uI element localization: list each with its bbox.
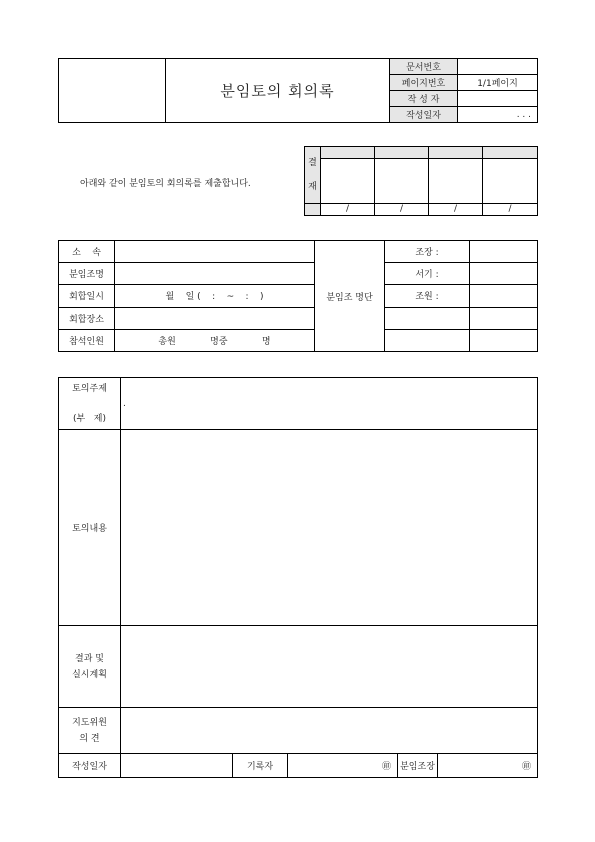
approval-sign-cell[interactable] [429,159,483,204]
approval-title-cell[interactable] [429,147,483,159]
role-extra [385,307,470,329]
role-member: 조원 : [385,285,470,307]
role-leader-value[interactable] [470,241,538,263]
approval-date-cell[interactable]: / [375,203,429,215]
meeting-place-value[interactable] [115,307,315,329]
approval-sign-cell[interactable] [483,159,538,204]
recorder-seal-icon[interactable]: ㊞ [288,754,398,778]
subtitle-label: (부 제) [73,414,106,424]
result-label: 결과 및 실시계획 [59,626,121,708]
approval-title-cell[interactable] [483,147,538,159]
role-secretary: 서기 : [385,263,470,285]
role-member-value[interactable] [470,285,538,307]
topic-label: 토의주제 [72,384,107,394]
logo-box [59,59,166,123]
header-table [58,58,538,123]
group-leader-seal-icon[interactable]: ㊞ [438,754,538,778]
footer-date-label: 작성일자 [59,754,121,778]
approval-title-cell[interactable] [321,147,375,159]
approval-date-cell[interactable]: / [429,203,483,215]
topic-label-cell [59,378,121,430]
doc-number-value[interactable] [458,59,538,75]
approval-date-cell[interactable]: / [483,203,538,215]
result-value[interactable] [121,626,538,708]
content-value[interactable] [121,430,538,626]
approval-sign-cell[interactable] [321,159,375,204]
author-value[interactable] [458,91,538,107]
discussion-table [58,377,538,778]
attendees-label: 참석인원 [59,329,115,351]
approval-side-bottom: 재 [308,181,317,192]
group-name-label: 분임조명 [59,263,115,285]
meeting-info-table [58,240,538,352]
page-number-value[interactable]: 1/1페이지 [458,75,538,91]
meeting-place-label: 회합장소 [59,307,115,329]
approval-side-blank [305,203,321,215]
roster-label: 분임조 명단 [315,241,385,352]
attendees-value[interactable]: 총원 명중 명 [115,329,315,351]
approval-title-cell[interactable] [375,147,429,159]
affiliation-label: 소 속 [59,241,115,263]
created-date-label: 작성일자 [390,107,458,123]
approval-sign-cell[interactable] [375,159,429,204]
role-extra-value[interactable] [470,307,538,329]
footer-date-value[interactable] [121,754,233,778]
content-label: 토의내용 [59,430,121,626]
doc-number-label: 문서번호 [390,59,458,75]
approval-table [304,146,538,216]
role-leader: 조장 : [385,241,470,263]
document-title: 분임토의 회의록 [166,59,390,123]
topic-value[interactable]: . [121,378,538,430]
author-label: 작 성 자 [390,91,458,107]
group-name-value[interactable] [115,263,315,285]
meeting-datetime-label: 회합일시 [59,285,115,307]
meeting-datetime-value[interactable]: 월 일 ( : ~ : ) [115,285,315,307]
affiliation-value[interactable] [115,241,315,263]
approval-side-label [305,147,321,204]
created-date-value[interactable]: . . . [458,107,538,123]
advisor-label: 지도위원 의 견 [59,708,121,754]
role-extra-value[interactable] [470,329,538,351]
approval-date-cell[interactable]: / [321,203,375,215]
page-number-label: 페이지번호 [390,75,458,91]
recorder-label: 기록자 [233,754,288,778]
group-leader-label: 분임조장 [398,754,438,778]
advisor-value[interactable] [121,708,538,754]
role-extra [385,329,470,351]
submission-notice: 아래와 같이 분임토의 회의록를 제출합니다. [80,179,251,189]
role-secretary-value[interactable] [470,263,538,285]
approval-side-top: 결 [308,157,317,168]
